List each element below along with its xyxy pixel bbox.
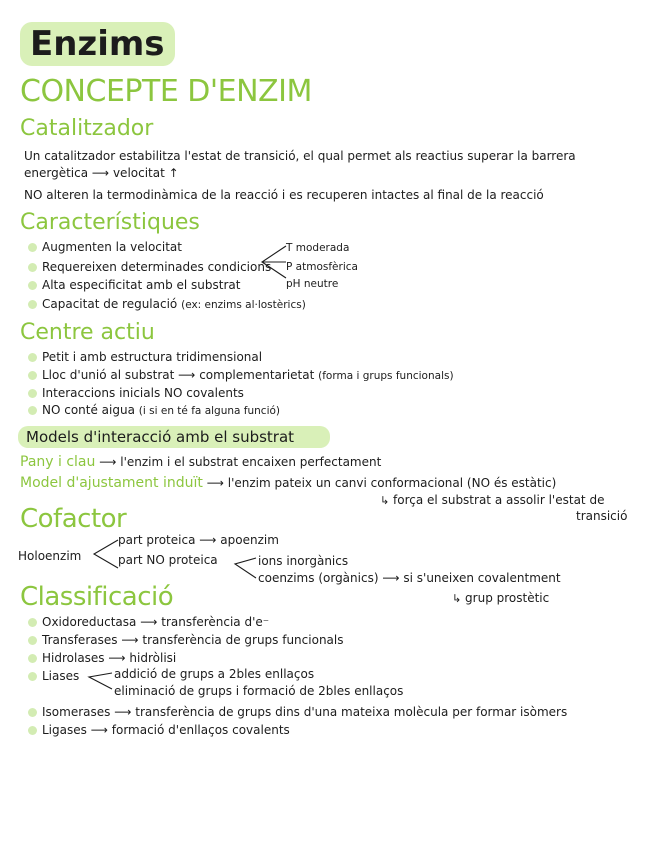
no-proteica-label: part NO proteica <box>118 553 218 567</box>
bullet-icon <box>28 353 37 362</box>
apoenzim-label: apoenzim <box>220 533 279 547</box>
bullet-icon <box>28 708 37 717</box>
arrow-icon: ⟶ <box>121 633 139 647</box>
arrow-icon: ⟶ <box>114 705 132 719</box>
catalitzador-line2 <box>24 166 179 180</box>
bullet-icon <box>28 281 37 290</box>
ajust-line <box>20 475 556 491</box>
class-item <box>28 651 176 665</box>
proteica-label: part proteica <box>118 533 196 547</box>
no-proteica-brace-icon <box>232 556 258 582</box>
bullet-icon <box>28 243 37 252</box>
bullet-icon <box>28 672 37 681</box>
centre-item <box>28 403 280 417</box>
centre-actiu-heading: Centre actiu <box>20 320 155 345</box>
ajust-cont1: força el substrat a assolir l'estat de <box>393 493 605 507</box>
class-item-name: Isomerases <box>42 705 111 719</box>
ions-label: ions inorgànics <box>258 554 349 568</box>
caract-item-label: Augmenten la velocitat <box>42 240 182 254</box>
caract-item <box>28 278 240 292</box>
caract-item-label: Alta especificitat amb el substrat <box>42 278 241 292</box>
catalitzador-heading: Catalitzador <box>20 116 154 141</box>
class-item-name: Hidrolases <box>42 651 105 665</box>
bullet-icon <box>28 654 37 663</box>
liases-brace-icon <box>86 669 114 693</box>
ajust-label: Model d'ajustament induït <box>20 475 203 491</box>
arrow-icon: ⟶ <box>382 571 400 585</box>
class-item-desc: transferència de grups dins d'una mateixa molècula per formar isòmers <box>135 705 568 719</box>
class-item <box>28 615 269 629</box>
concepte-heading: CONCEPTE D'ENZIM <box>20 74 312 109</box>
cofactor-heading: Cofactor <box>20 504 127 534</box>
hook-arrow-icon: ↳ <box>380 494 390 507</box>
coenzims-line <box>258 571 561 585</box>
ajust-cont2: transició <box>576 509 628 523</box>
arrow-icon: ⟶ <box>206 476 224 490</box>
class-item <box>28 669 79 683</box>
catalitzador-line1: Un catalitzador estabilitza l'estat de transició, el qual permet als reactius superar la barrera <box>24 149 576 163</box>
caract-item <box>28 260 271 274</box>
condition-item: pH neutre <box>286 278 339 290</box>
arrow-icon: ⟶ <box>178 368 196 382</box>
class-item <box>28 723 290 737</box>
centre-item <box>28 368 454 382</box>
bullet-icon <box>28 636 37 645</box>
hook-arrow-icon: ↳ <box>452 592 462 605</box>
class-item-desc: transferència de grups funcionals <box>142 633 344 647</box>
classificacio-heading: Classificació <box>20 582 174 612</box>
centre-item-label: Interaccions inicials NO covalents <box>42 386 244 400</box>
caract-item <box>28 240 182 254</box>
centre-item <box>28 386 244 400</box>
proteica-line <box>118 533 279 547</box>
arrow-icon: ⟶ <box>91 166 110 180</box>
pany-label: Pany i clau <box>20 454 96 470</box>
ajust-text: l'enzim pateix un canvi conformacional (NO és estàtic) <box>227 476 557 490</box>
bullet-icon <box>28 389 37 398</box>
coenzims-label: coenzims (orgànics) <box>258 571 379 585</box>
caracteristiques-heading: Característiques <box>20 210 200 235</box>
complementarietat-note: (forma i grups funcionals) <box>318 370 454 382</box>
page-title: Enzims <box>20 22 175 66</box>
class-item-name: Oxidoreductasa <box>42 615 137 629</box>
liases-sub: addició de grups a 2bles enllaços <box>114 667 315 681</box>
class-item-name: Ligases <box>42 723 87 737</box>
class-item-desc: hidròlisi <box>129 651 177 665</box>
caract-item <box>28 297 306 311</box>
class-item <box>28 633 343 647</box>
centre-item-label: Petit i amb estructura tridimensional <box>42 350 263 364</box>
energetica-text: energètica <box>24 166 89 180</box>
class-item-name: Liases <box>42 669 80 683</box>
arrow-icon: ⟶ <box>199 533 217 547</box>
liases-sub: eliminació de grups i formació de 2bles enllaços <box>114 684 404 698</box>
caract-item-label: Requereixen determinades condicions <box>42 260 272 274</box>
bullet-icon <box>28 726 37 735</box>
centre-item-label: Lloc d'unió al substrat <box>42 368 175 382</box>
centre-item-label: NO conté aigua <box>42 403 135 417</box>
centre-item <box>28 350 262 364</box>
ajust-cont <box>380 493 604 507</box>
models-heading: Models d'interacció amb el substrat <box>26 428 295 446</box>
regulacio-note: (ex: enzims al·lostèrics) <box>181 299 306 311</box>
conditions-brace-icon <box>258 244 288 280</box>
bullet-icon <box>28 618 37 627</box>
class-item-name: Transferases <box>42 633 118 647</box>
holoenzim-label: Holoenzim <box>18 549 82 563</box>
bullet-icon <box>28 263 37 272</box>
prostetic-line <box>452 591 549 605</box>
prostetic-label: grup prostètic <box>465 591 550 605</box>
class-item <box>28 705 567 719</box>
pany-line <box>20 454 381 470</box>
class-item-desc: formació d'enllaços covalents <box>111 723 290 737</box>
condition-item: T moderada <box>286 242 350 254</box>
complementarietat-text: complementarietat <box>199 368 315 382</box>
catalitzador-line3: NO alteren la termodinàmica de la reacció i es recuperen intactes al final de la reacció <box>24 188 544 202</box>
aigua-note: (i si en té fa alguna funció) <box>138 405 281 417</box>
coenzims-text: si s'uneixen covalentment <box>403 571 561 585</box>
pany-text: l'enzim i el substrat encaixen perfectament <box>120 455 382 469</box>
bullet-icon <box>28 406 37 415</box>
bullet-icon <box>28 300 37 309</box>
caract-item-label: Capacitat de regulació <box>42 297 178 311</box>
class-item-desc: transferència d'e⁻ <box>161 615 270 629</box>
bullet-icon <box>28 371 37 380</box>
arrow-icon: ⟶ <box>99 455 117 469</box>
velocitat-text: velocitat ↑ <box>112 166 179 180</box>
holoenzim-brace-icon <box>90 538 120 570</box>
arrow-icon: ⟶ <box>108 651 126 665</box>
arrow-icon: ⟶ <box>90 723 108 737</box>
arrow-icon: ⟶ <box>140 615 158 629</box>
condition-item: P atmosfèrica <box>286 261 358 273</box>
